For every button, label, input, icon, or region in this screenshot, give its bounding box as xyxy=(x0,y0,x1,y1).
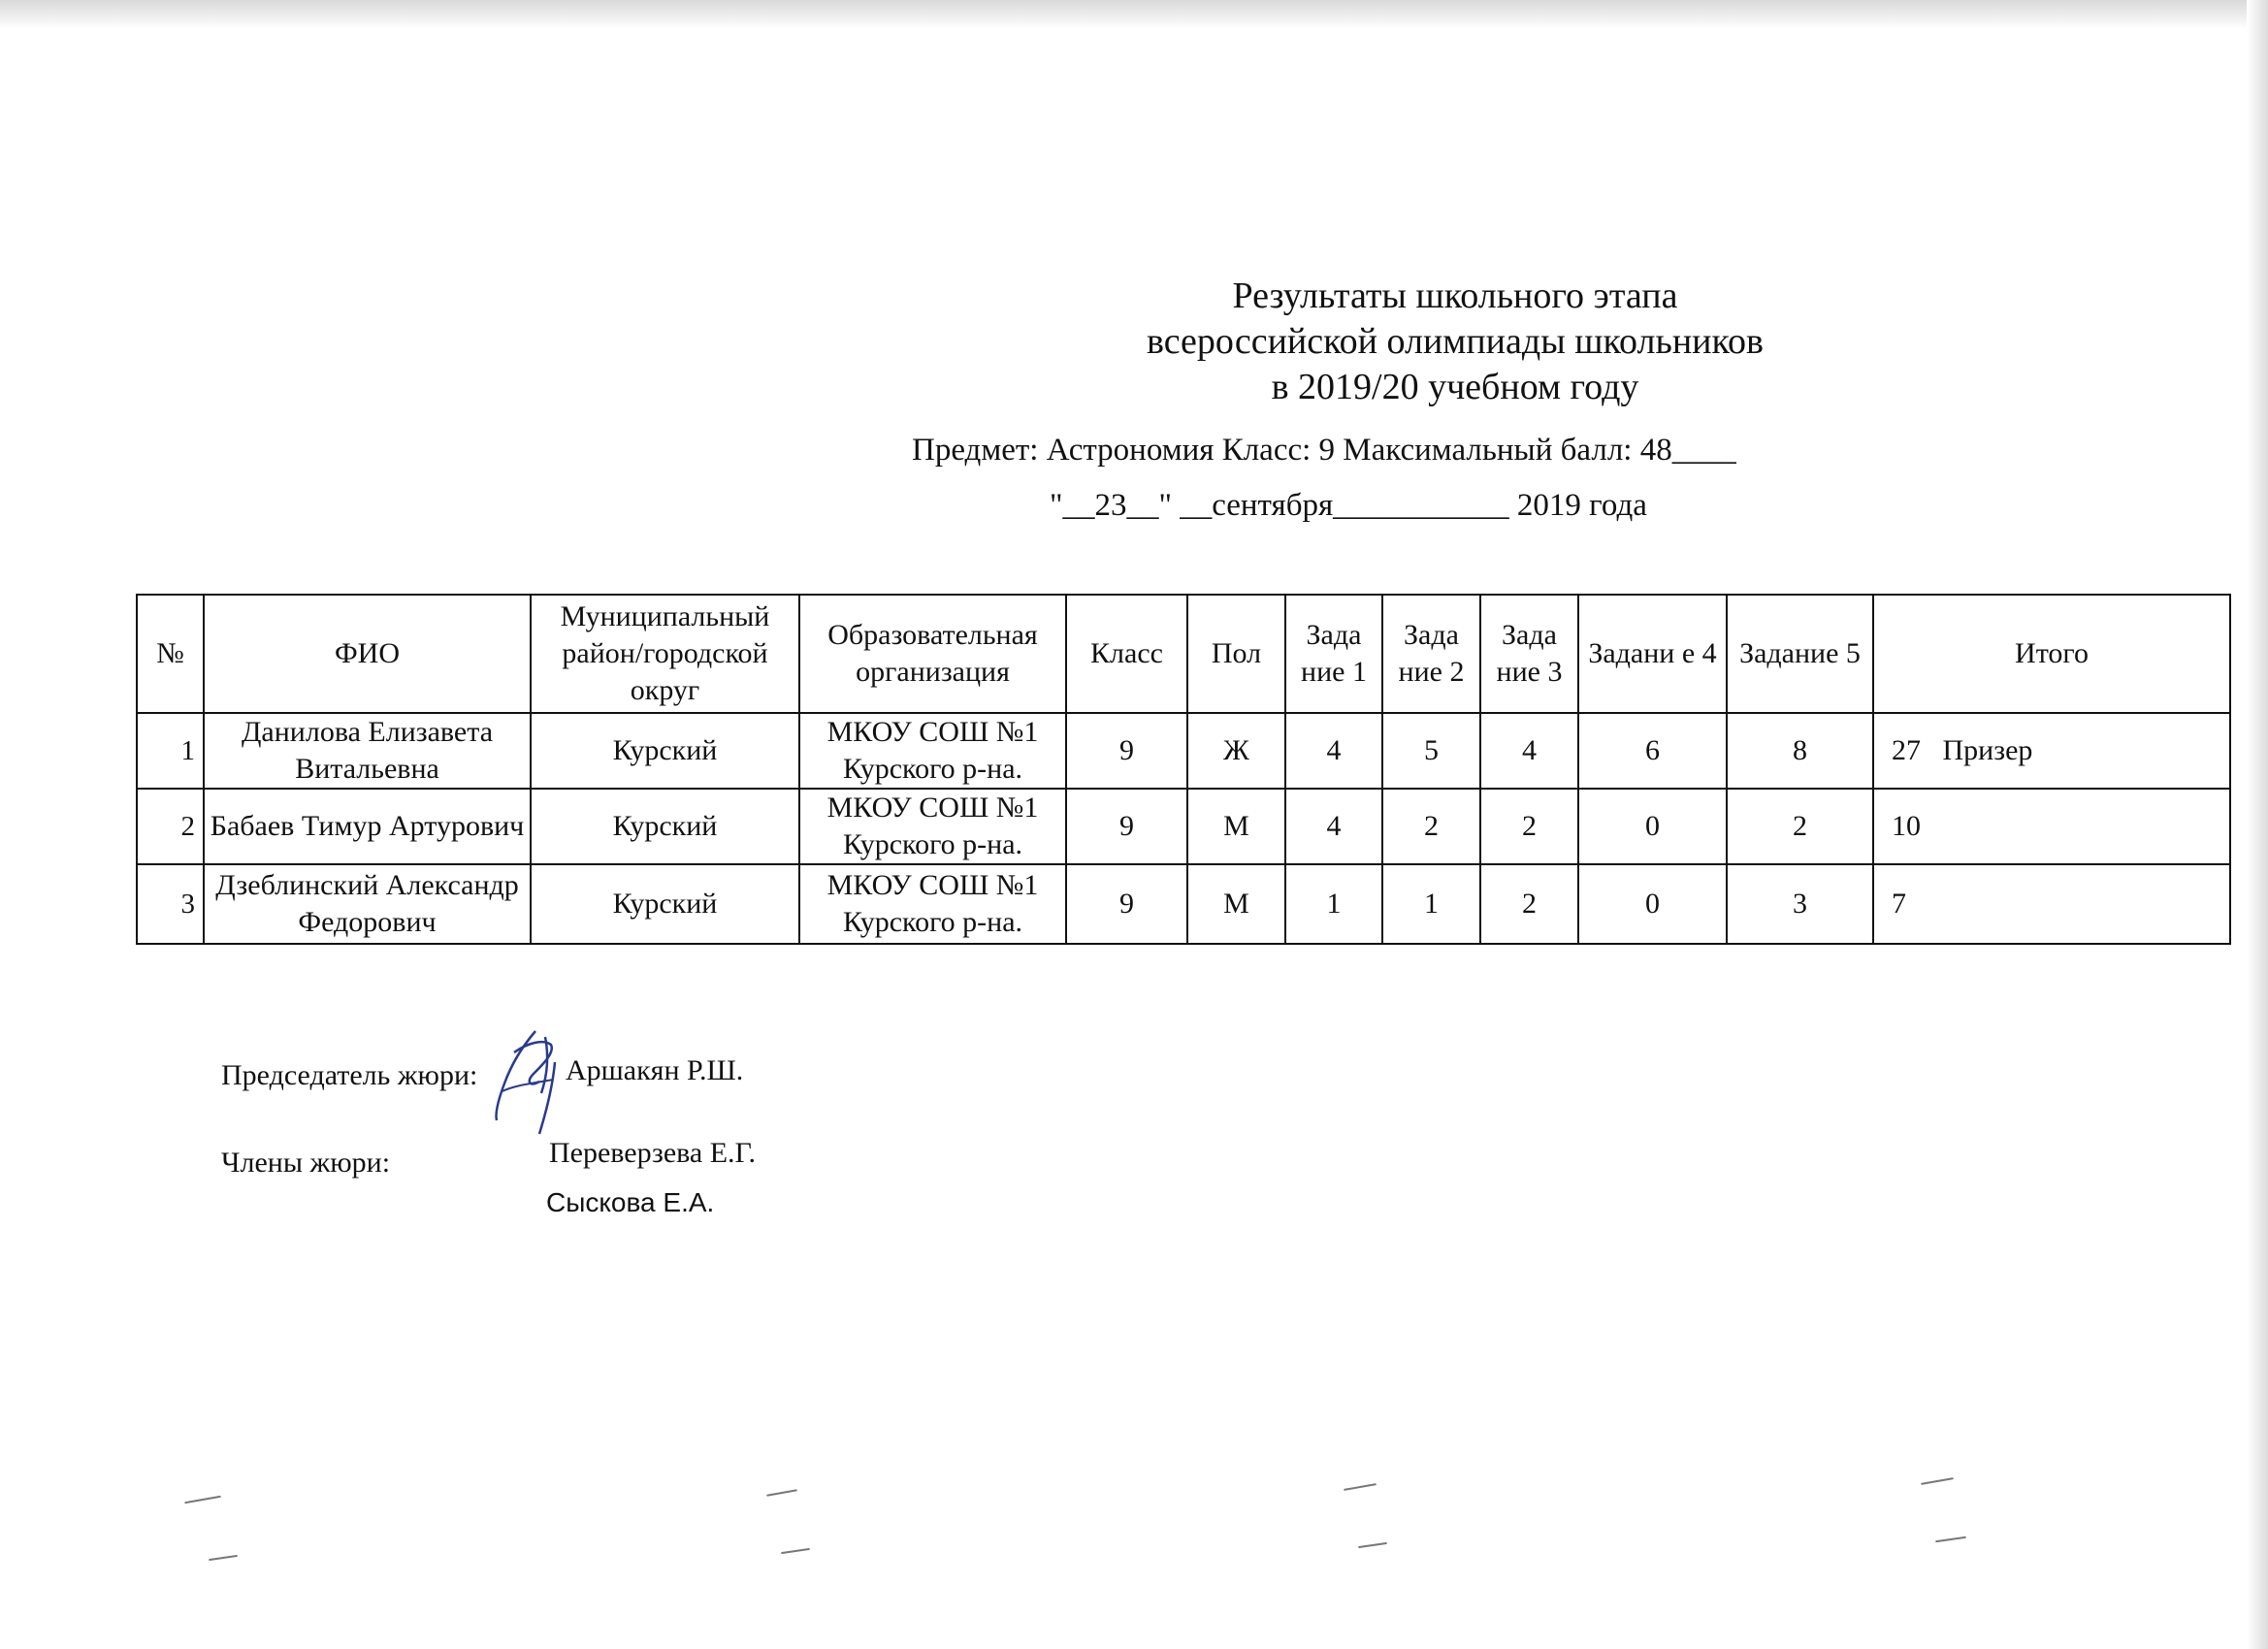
cell-organization: МКОУ СОШ №1 Курского р-на. xyxy=(799,713,1066,789)
cell-num: 2 xyxy=(137,789,204,864)
header-organization: Образовательная организация xyxy=(799,595,1066,713)
cell-grade: 9 xyxy=(1066,864,1187,944)
cell-task3: 2 xyxy=(1480,789,1578,864)
scan-speck xyxy=(1344,1483,1377,1491)
cell-task3: 2 xyxy=(1480,864,1578,944)
cell-organization: МКОУ СОШ №1 Курского р-на. xyxy=(799,864,1066,944)
jury-chair-name: Аршакян Р.Ш. xyxy=(566,1054,744,1086)
cell-total: 10 xyxy=(1873,789,2230,864)
cell-grade: 9 xyxy=(1066,713,1187,789)
cell-task2: 5 xyxy=(1382,713,1480,789)
cell-fio: Данилова Елизавета Витальевна xyxy=(204,713,531,789)
header-district: Муниципальный район/городской округ xyxy=(531,595,799,713)
cell-sex: М xyxy=(1187,864,1285,944)
cell-task5: 8 xyxy=(1727,713,1873,789)
cell-task1: 4 xyxy=(1285,789,1382,864)
cell-district: Курский xyxy=(531,864,799,944)
cell-task4: 6 xyxy=(1578,713,1727,789)
scan-speck xyxy=(781,1548,810,1554)
header-task4: Задани е 4 xyxy=(1578,595,1727,713)
table-row xyxy=(137,864,2230,944)
scan-speck xyxy=(1358,1542,1387,1548)
cell-task4: 0 xyxy=(1578,789,1727,864)
cell-task5: 2 xyxy=(1727,789,1873,864)
jury-chair-label: Председатель жюри: xyxy=(221,1059,478,1091)
cell-num: 1 xyxy=(137,713,204,789)
cell-fio: Дзеблинский Александр Федорович xyxy=(204,864,531,944)
header-fio: ФИО xyxy=(204,595,531,713)
header-task1: Зада ние 1 xyxy=(1285,595,1382,713)
title-line-2: всероссийской олимпиады школьников xyxy=(1147,321,1764,362)
header-sex: Пол xyxy=(1187,595,1285,713)
cell-task2: 2 xyxy=(1382,789,1480,864)
cell-total: 27 Призер xyxy=(1873,713,2230,789)
cell-task3: 4 xyxy=(1480,713,1578,789)
cell-fio: Бабаев Тимур Артурович xyxy=(204,789,531,864)
scan-right-edge xyxy=(2247,0,2268,1649)
cell-organization: МКОУ СОШ №1 Курского р-на. xyxy=(799,789,1066,864)
cell-sex: М xyxy=(1187,789,1285,864)
header-total: Итого xyxy=(1873,595,2230,713)
table-row xyxy=(137,789,2230,864)
jury-members-label: Члены жюри: xyxy=(221,1147,391,1179)
cell-sex: Ж xyxy=(1187,713,1285,789)
scan-top-edge xyxy=(0,0,2268,29)
header-task2: Зада ние 2 xyxy=(1382,595,1480,713)
jury-member-2: Сыскова Е.А. xyxy=(546,1187,715,1217)
cell-grade: 9 xyxy=(1066,789,1187,864)
scan-speck xyxy=(766,1489,797,1497)
header-grade: Класс xyxy=(1066,595,1187,713)
scan-speck xyxy=(1935,1536,1966,1542)
document-title xyxy=(873,274,2037,410)
scan-speck xyxy=(209,1555,238,1561)
cell-district: Курский xyxy=(531,713,799,789)
cell-task1: 4 xyxy=(1285,713,1382,789)
cell-num: 3 xyxy=(137,864,204,944)
cell-total: 7 xyxy=(1873,864,2230,944)
cell-task5: 3 xyxy=(1727,864,1873,944)
date-line: "__23__" __сентября___________ 2019 года xyxy=(1050,488,1647,523)
cell-district: Курский xyxy=(531,789,799,864)
scan-speck xyxy=(184,1496,221,1504)
cell-task2: 1 xyxy=(1382,864,1480,944)
cell-task1: 1 xyxy=(1285,864,1382,944)
header-task5: Задание 5 xyxy=(1727,595,1873,713)
jury-member-1: Переверзева Е.Г. xyxy=(549,1137,757,1169)
title-line-3: в 2019/20 учебном году xyxy=(1271,367,1639,407)
scan-speck xyxy=(1921,1477,1954,1485)
header-task3: Зада ние 3 xyxy=(1480,595,1578,713)
results-table xyxy=(136,594,2231,945)
cell-task4: 0 xyxy=(1578,864,1727,944)
table-row xyxy=(137,713,2230,789)
table-header-row xyxy=(137,595,2230,713)
title-line-1: Результаты школьного этапа xyxy=(1232,275,1678,316)
subject-line: Предмет: Астрономия Класс: 9 Максимальный балл: 48____ xyxy=(912,433,1736,468)
header-num: № xyxy=(137,595,204,713)
chair-signature xyxy=(485,1023,572,1138)
